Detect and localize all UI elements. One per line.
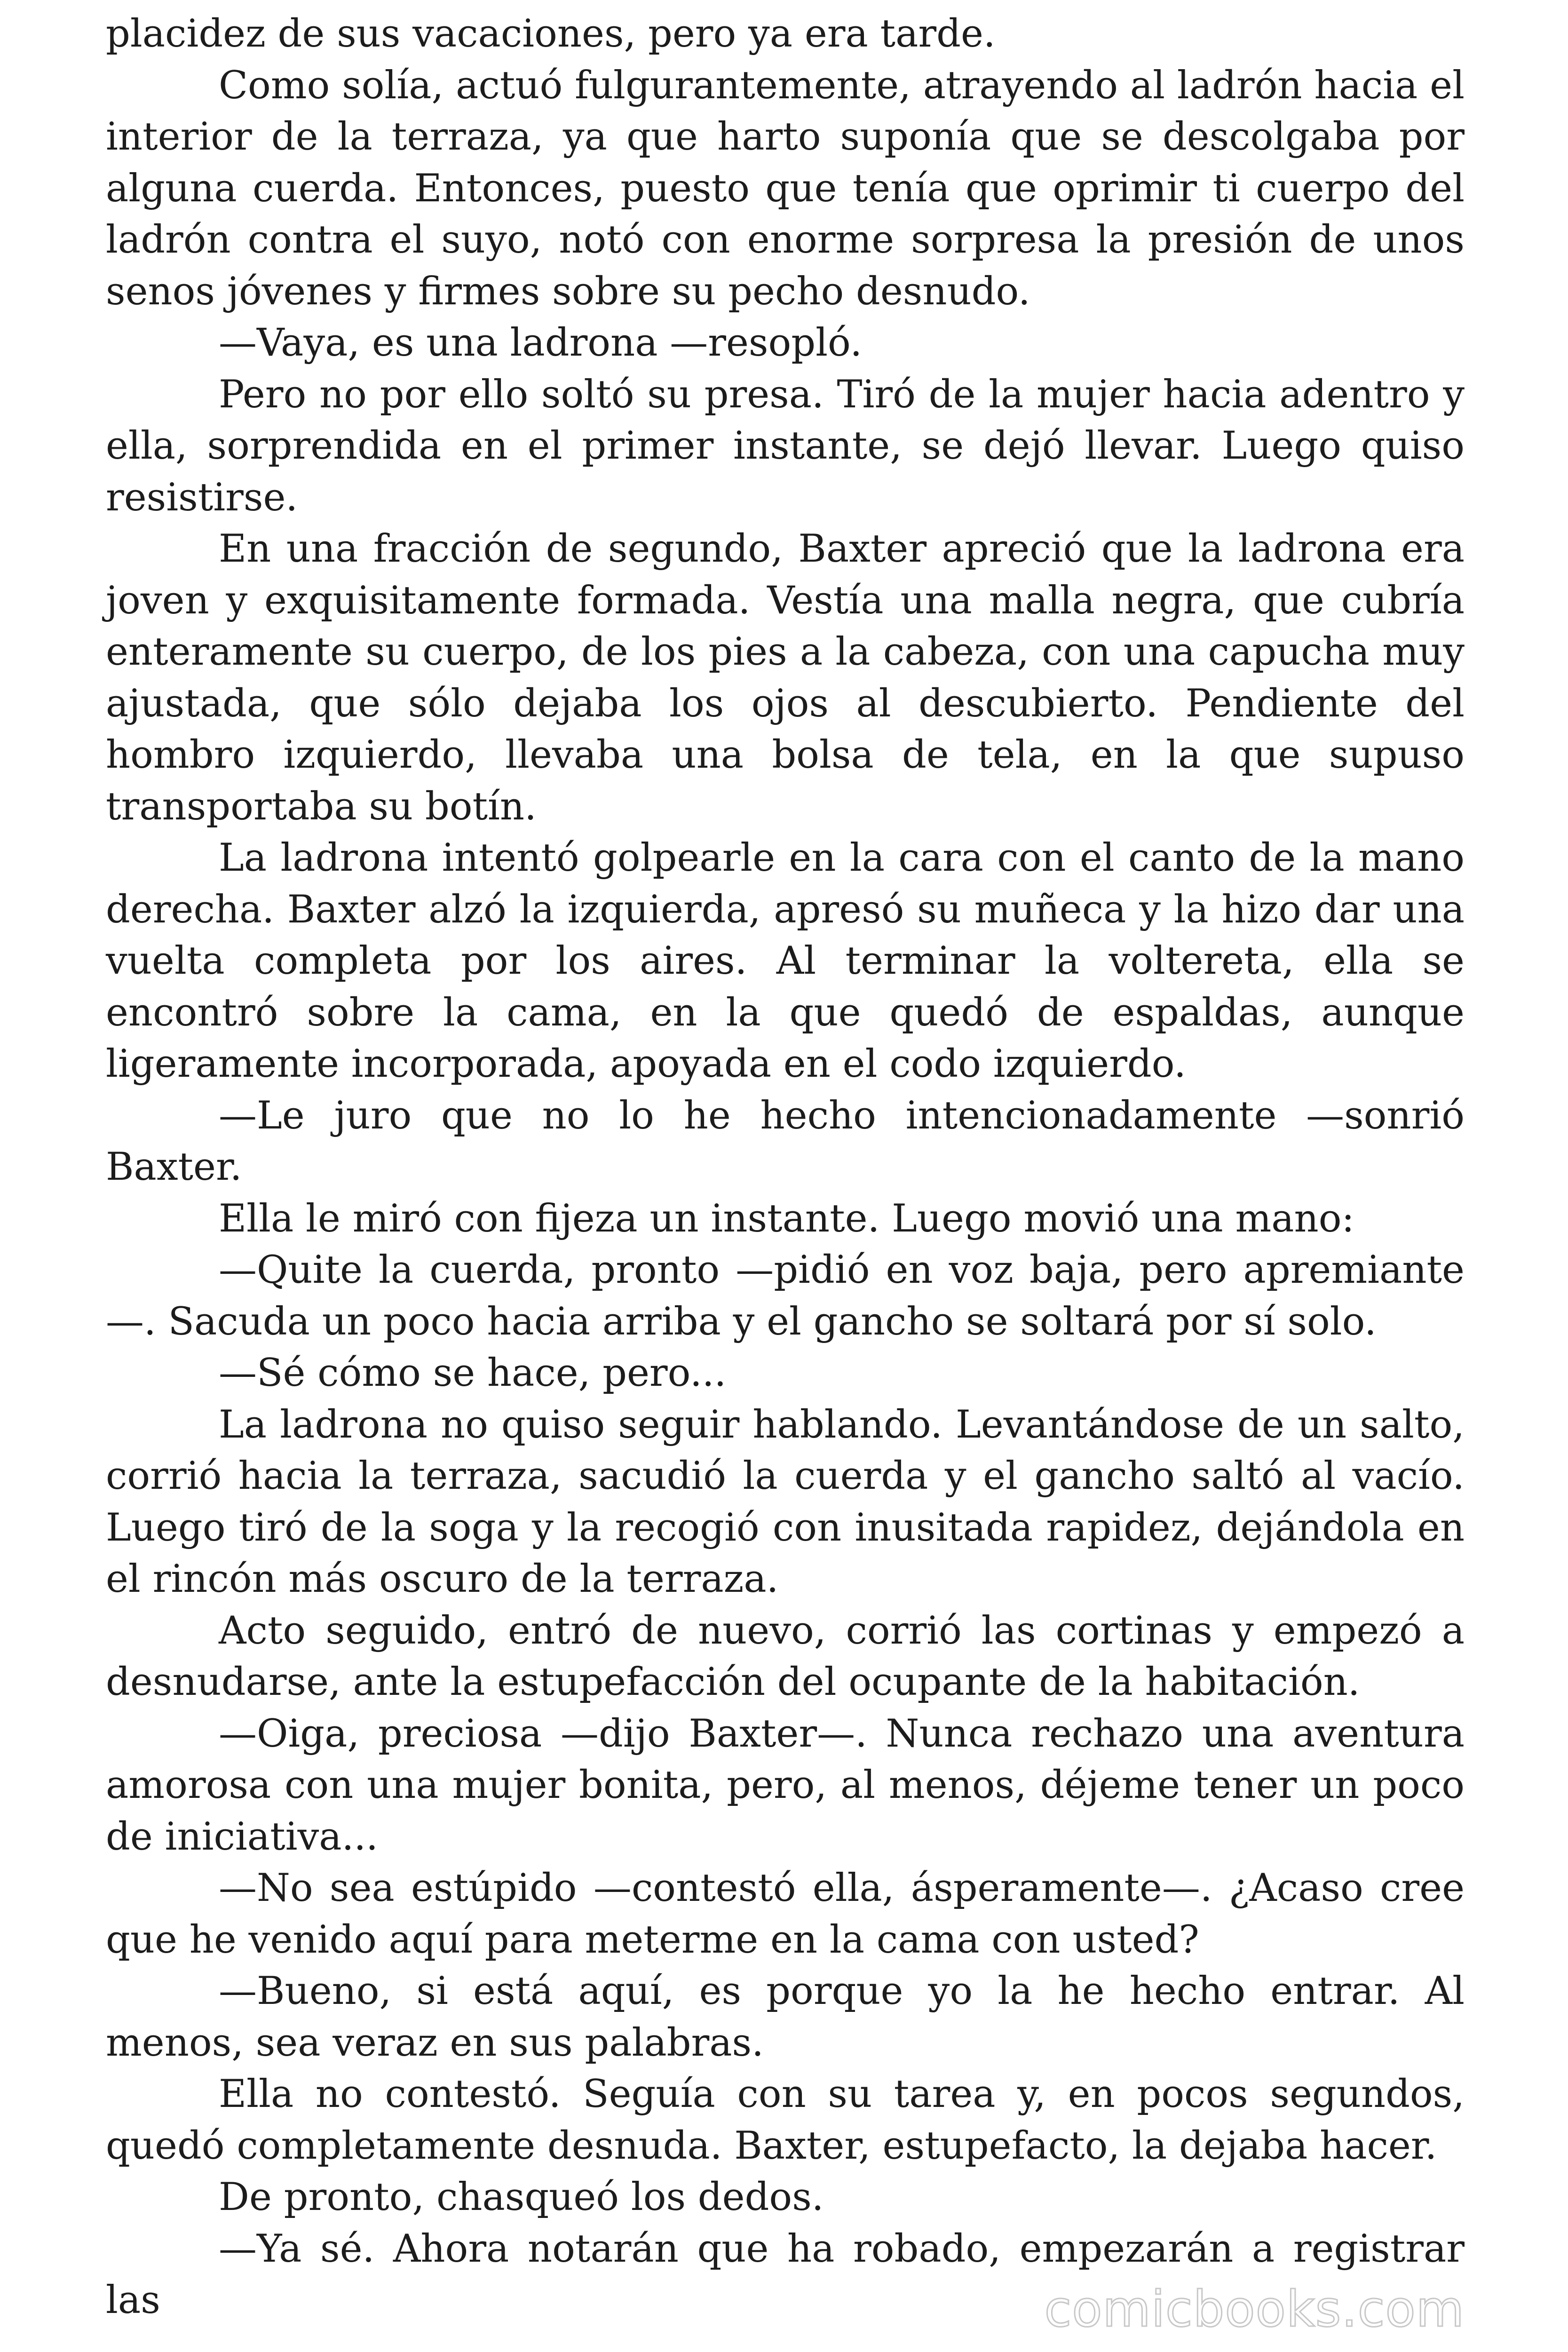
paragraph: Como solía, actuó fulgurantemente, atrayendo al ladrón hacia el interior de la terraza, ya que harto suponía que se descolgaba por alguna cuerda. Entonces, puesto que tenía que oprimir ti cuerpo del ladrón contra el suyo, notó con enorme sorpresa la presión de unos senos jóvenes y firmes sobre su pecho desnudo. [106,63,1465,314]
page-body [106,0,1465,2327]
dialogue-line: —No sea estúpido —contestó ella, ásperamente—. ¿Acaso cree que he venido aquí para meterme en la cama con usted? [106,1866,1465,1962]
paragraph: La ladrona no quiso seguir hablando. Levantándose de un salto, corrió hacia la terraza, sacudió la cuerda y el gancho saltó al vacío. Luego tiró de la soga y la recogió con inusitada rapidez, dejándola en el rincón más oscuro de la terraza. [106,1402,1465,1601]
paragraph: En una fracción de segundo, Baxter apreció que la ladrona era joven y exquisitamente formada. Vestía una malla negra, que cubría enteramente su cuerpo, de los pies a la cabeza, con una capucha muy ajustada, que sólo dejaba los ojos al descubierto. Pendiente del hombro izquierdo, llevaba una bolsa de tela, en la que supuso transportaba su botín. [106,527,1465,829]
dialogue-line: —Bueno, si está aquí, es porque yo la he hecho entrar. Al menos, sea veraz en sus palabras. [106,1969,1465,2065]
paragraph: Ella le miró con fijeza un instante. Luego movió una mano: [219,1196,1354,1241]
dialogue-line: —Oiga, preciosa —dijo Baxter—. Nunca rechazo una aventura amorosa con una mujer bonita, pero, al menos, déjeme tener un poco de iniciativa... [106,1711,1465,1859]
dialogue-line: —Le juro que no lo he hecho intencionadamente —sonrió Baxter. [106,1093,1465,1189]
watermark: comicbooks.com [1044,2280,1465,2338]
paragraph: Pero no por ello soltó su presa. Tiró de la mujer hacia adentro y ella, sorprendida en el primer instante, se dejó llevar. Luego quiso resistirse. [106,372,1465,520]
dialogue-line: —Sé cómo se hace, pero... [219,1351,727,1395]
paragraph: Acto seguido, entró de nuevo, corrió las cortinas y empezó a desnudarse, ante la estupefacción del ocupante de la habitación. [106,1608,1465,1704]
paragraph: La ladrona intentó golpearle en la cara con el canto de la mano derecha. Baxter alzó la izquierda, apresó su muñeca y la hizo dar una vuelta completa por los aires. Al terminar la voltereta, ella se encontró sobre la cama, en la que quedó de espaldas, aunque ligeramente incorporada, apoyada en el codo izquierdo. [106,836,1465,1086]
paragraph: Ella no contestó. Seguía con su tarea y, en pocos segundos, quedó completamente desnuda. Baxter, estupefacto, la dejaba hacer. [106,2072,1465,2168]
dialogue-line: —Ya sé. Ahora notarán que ha robado, empezarán a registrar las [106,2226,1465,2322]
paragraph: De pronto, chasqueó los dedos. [219,2175,824,2219]
paragraph-continuation: placidez de sus vacaciones, pero ya era tarde. [106,12,996,56]
dialogue-line: —Vaya, es una ladrona —resopló. [219,321,863,365]
dialogue-line: —Quite la cuerda, pronto —pidió en voz baja, pero apremiante —. Sacuda un poco hacia arriba y el gancho se soltará por sí solo. [106,1248,1465,1344]
